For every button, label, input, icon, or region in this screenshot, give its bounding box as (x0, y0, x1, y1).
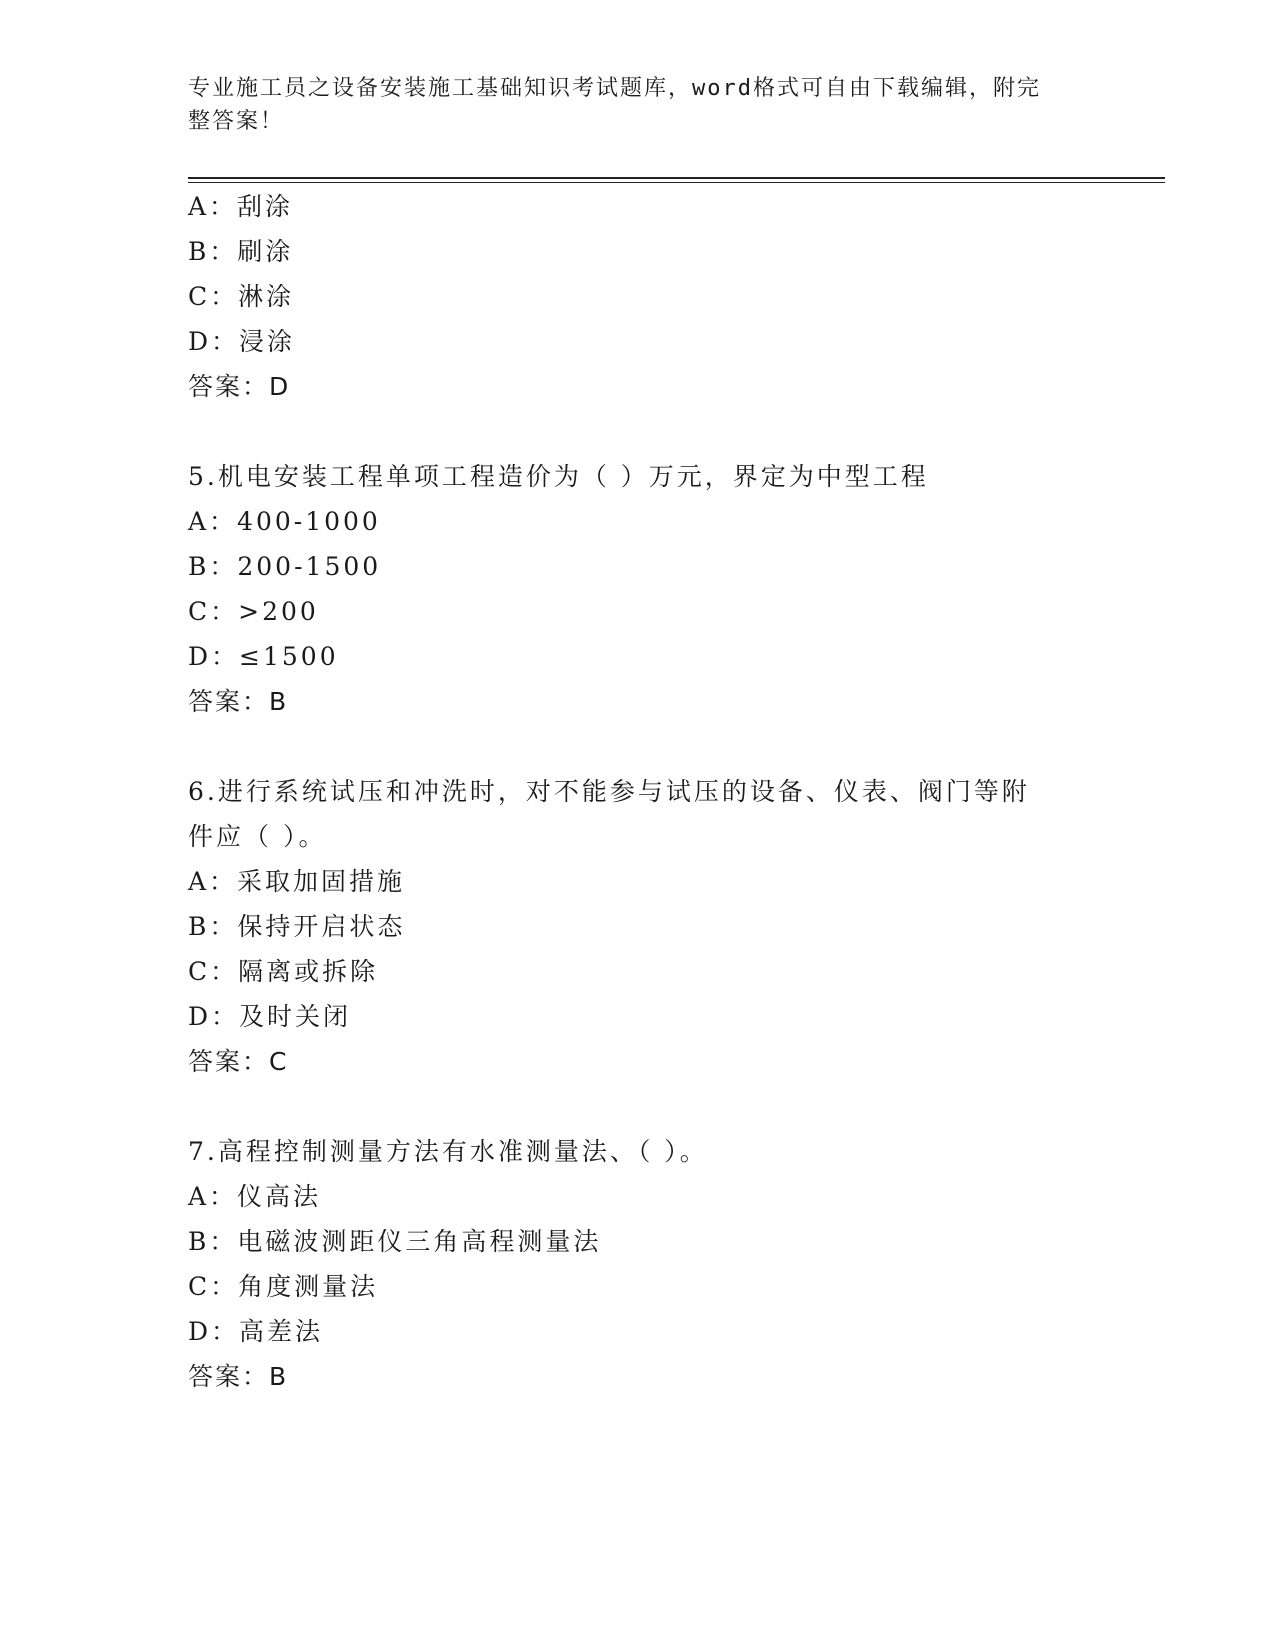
q6-option-a: A：采取加固措施 (188, 867, 406, 896)
q5-option-d: D：≤1500 (188, 642, 339, 671)
q7-option-c: C：角度测量法 (188, 1272, 379, 1301)
q6-stem-line-1: 6.进行系统试压和冲洗时，对不能参与试压的设备、仪表、阀门等附 (188, 777, 1030, 806)
q5-answer: 答案：B (188, 687, 289, 716)
header-rule-thick (188, 177, 1165, 179)
header-line-2: 整答案！ (188, 109, 285, 134)
q7-option-d: D：高差法 (188, 1317, 324, 1346)
q5-option-c: C：>200 (188, 597, 319, 626)
q6-answer: 答案：C (188, 1047, 289, 1076)
q5-stem: 5.机电安装工程单项工程造价为（ ）万元，界定为中型工程 (188, 462, 929, 491)
header-rule-thin (188, 182, 1165, 183)
q4-option-b: B：刷涂 (188, 237, 294, 266)
q7-option-b: B：电磁波测距仪三角高程测量法 (188, 1227, 602, 1256)
q5-option-b: B：200-1500 (188, 552, 382, 581)
q4-option-a: A：刮涂 (188, 192, 294, 221)
q7-answer: 答案：B (188, 1362, 289, 1391)
document-header (188, 72, 1068, 138)
q6-stem-line-2: 件应（ ）。 (188, 822, 327, 851)
q6-option-c: C：隔离或拆除 (188, 957, 379, 986)
q6-option-b: B：保持开启状态 (188, 912, 406, 941)
q4-answer: 答案：D (188, 372, 291, 401)
q4-option-c: C：淋涂 (188, 282, 295, 311)
header-line-1: 专业施工员之设备安装施工基础知识考试题库，word格式可自由下载编辑，附完 (188, 76, 1041, 101)
q5-option-a: A：400-1000 (188, 507, 381, 536)
q6-option-d: D：及时关闭 (188, 1002, 352, 1031)
q4-option-d: D：浸涂 (188, 327, 296, 356)
q7-option-a: A：仪高法 (188, 1182, 322, 1211)
q7-stem: 7.高程控制测量方法有水准测量法、（ ）。 (188, 1137, 708, 1166)
